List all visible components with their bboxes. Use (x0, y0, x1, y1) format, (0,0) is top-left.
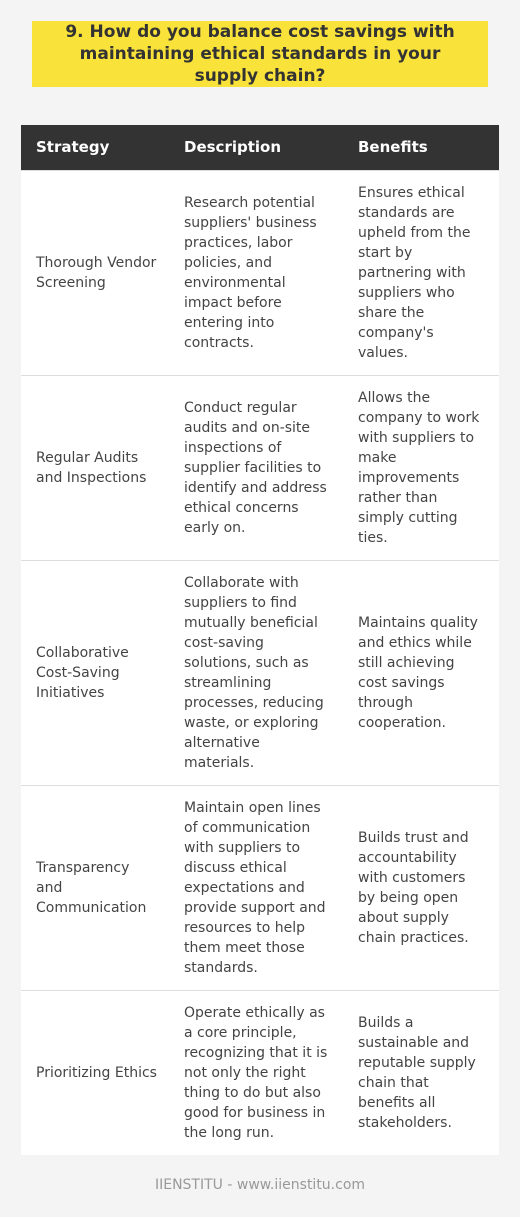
page-title: 9. How do you balance cost savings with maintaining ethical standards in your supply chain? (65, 22, 455, 86)
benefits-cell: Ensures ethical standards are upheld from the start by partnering with suppliers who share the company's values. (343, 170, 499, 375)
column-header-benefits: Benefits (343, 125, 499, 170)
strategy-table (21, 125, 499, 1155)
benefits-cell: Allows the company to work with suppliers to make improvements rather than simply cutting ties. (343, 375, 499, 560)
table-row (21, 990, 499, 1155)
table-row (21, 785, 499, 990)
strategy-cell: Prioritizing Ethics (21, 990, 169, 1155)
table-row (21, 375, 499, 560)
table-header-row (21, 125, 499, 170)
column-header-description: Description (169, 125, 343, 170)
strategy-cell: Collaborative Cost-Saving Initiatives (21, 560, 169, 785)
description-cell: Conduct regular audits and on-site inspections of supplier facilities to identify and address ethical concerns early on. (169, 375, 343, 560)
strategy-cell: Regular Audits and Inspections (21, 375, 169, 560)
strategy-cell: Transparency and Communication (21, 785, 169, 990)
benefits-cell: Maintains quality and ethics while still achieving cost savings through cooperation. (343, 560, 499, 785)
benefits-cell: Builds trust and accountability with customers by being open about supply chain practices. (343, 785, 499, 990)
table-row (21, 560, 499, 785)
description-cell: Collaborate with suppliers to find mutually beneficial cost-saving solutions, such as streamlining processes, reducing waste, or exploring alternative materials. (169, 560, 343, 785)
strategy-cell: Thorough Vendor Screening (21, 170, 169, 375)
title-banner (32, 21, 488, 87)
table-row (21, 170, 499, 375)
description-cell: Research potential suppliers' business practices, labor policies, and environmental impact before entering into contracts. (169, 170, 343, 375)
description-cell: Operate ethically as a core principle, recognizing that it is not only the right thing to do but also good for business in the long run. (169, 990, 343, 1155)
benefits-cell: Builds a sustainable and reputable supply chain that benefits all stakeholders. (343, 990, 499, 1155)
footer-credit: IIENSTITU - www.iienstitu.com (154, 1177, 366, 1193)
column-header-strategy: Strategy (21, 125, 169, 170)
description-cell: Maintain open lines of communication with suppliers to discuss ethical expectations and provide support and resources to help them meet those standards. (169, 785, 343, 990)
